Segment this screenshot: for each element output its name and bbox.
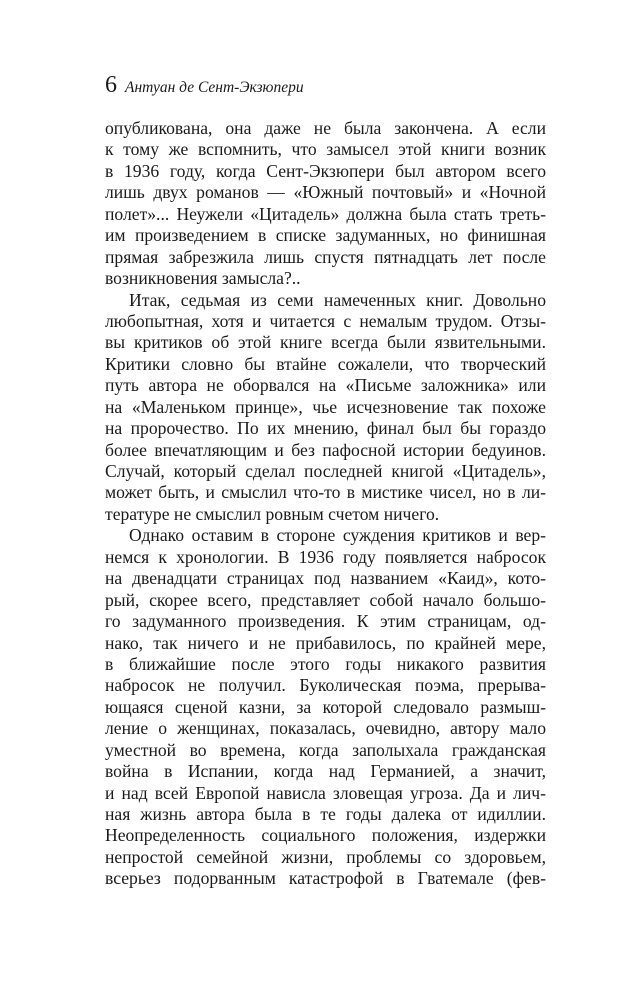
text-line: набросок не получил. Буколическая поэма, прерыва-	[105, 675, 546, 696]
text-line: ление о женщинах, показалась, очевидно, автору мало	[105, 718, 546, 739]
text-line: любопытная, хотя и читается с немалым трудом. Отзы-	[105, 310, 546, 331]
text-line: всерьез подорванным катастрофой в Гватемале (фев-	[105, 868, 546, 889]
text-line: уместной во времена, когда заполыхала гражданская	[105, 739, 546, 760]
text-line: опубликована, она даже не была закончена. А если	[105, 118, 546, 138]
text-line: непростой семейной жизни, проблемы со здоровьем,	[105, 846, 546, 867]
running-title: Антуан де Сент-Экзюпери	[125, 79, 304, 96]
text-line: полет»... Неужели «Цитадель» должна была стать треть-	[105, 203, 546, 224]
text-line: в 1936 году, когда Сент-Экзюпери был автором всего	[105, 160, 546, 181]
text-line: немся к хронологии. В 1936 году появляется набросок	[105, 546, 546, 567]
text-line: война в Испании, когда над Германией, а значит,	[105, 761, 546, 782]
text-line: нако, так ничего и не прибавилось, по крайней мере,	[105, 632, 546, 653]
paragraph	[105, 118, 546, 290]
paragraph	[105, 525, 546, 889]
text-line: путь автора не оборвался на «Письме заложника» или	[105, 375, 546, 396]
page-number: 6	[105, 72, 117, 98]
text-line: тературе не смыслил ровным счетом ничего.	[105, 503, 440, 524]
text-line: в ближайшие после этого годы никакого развития	[105, 653, 546, 674]
text-line: им произведением в списке задуманных, но финишная	[105, 225, 546, 246]
text-line: лишь двух романов — «Южный почтовый» и «Ночной	[105, 182, 546, 203]
text-line: ная жизнь автора была в те годы далека от идиллии.	[105, 804, 546, 824]
text-line: на двенадцати страницах под названием «Каид», кото-	[105, 568, 546, 589]
text-line: го задуманного произведения. К этим страницам, од-	[105, 611, 546, 632]
text-line: может быть, и смыслил что-то в мистике чисел, но в ли-	[105, 482, 546, 503]
text-line: вы критиков об этой книге всегда были язвительными.	[105, 332, 546, 353]
page-header	[105, 72, 304, 99]
text-line: Случай, который сделал последней книгой «Цитадель»,	[105, 461, 546, 481]
text-line: Итак, седьмая из семи намеченных книг. Довольно	[129, 289, 546, 310]
text-line: возникновения замысла?..	[105, 268, 301, 289]
text-line: Неопределенность социального положения, издержки	[105, 825, 546, 846]
text-line: Однако оставим в стороне суждения критиков и вер-	[129, 525, 546, 546]
text-line: на пророчество. По их мнению, финал был бы гораздо	[105, 418, 546, 439]
text-line: Критики словно бы втайне сожалели, что творческий	[105, 353, 546, 374]
text-line: рый, скорее всего, представляет собой начало большо-	[105, 589, 546, 610]
text-line: на «Маленьком принце», чье исчезновение так похоже	[105, 396, 546, 417]
text-line: ющаяся сценой казни, за которой следовало размыш-	[105, 696, 546, 717]
text-line: более впечатляющим и без пафосной истории бедуинов.	[105, 439, 546, 460]
body-text	[105, 118, 546, 890]
text-line: прямая забрезжила лишь спустя пятнадцать лет после	[105, 246, 546, 267]
text-line: и над всей Европой нависла зловещая угроза. Да и лич-	[105, 782, 546, 803]
paragraph	[105, 290, 546, 526]
text-line: к тому же вспомнить, что замысел этой книги возник	[105, 139, 546, 160]
